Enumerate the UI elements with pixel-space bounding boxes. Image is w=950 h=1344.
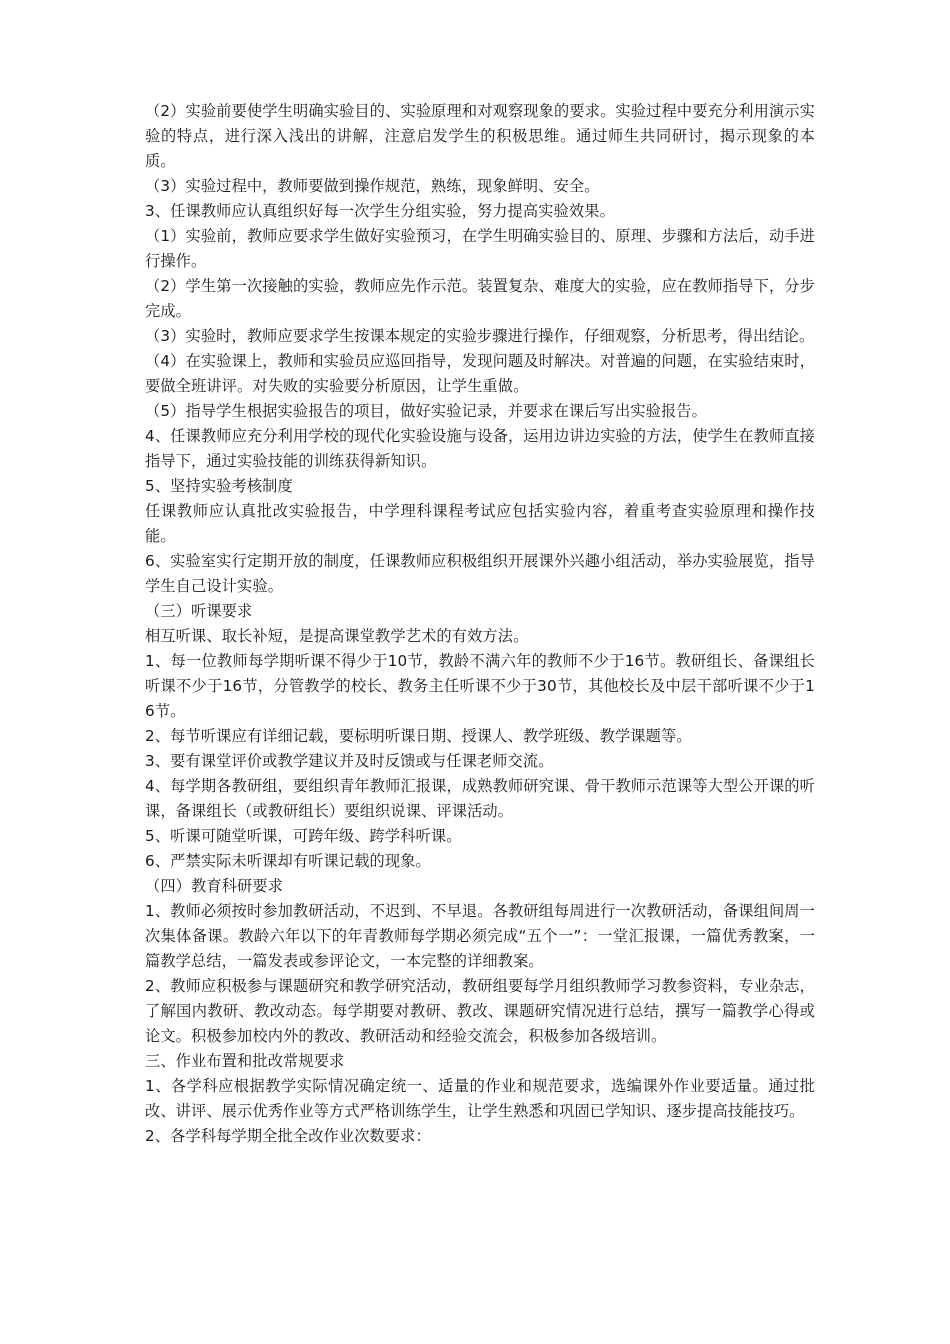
paragraph: 2、每节听课应有详细记载，要标明听课日期、授课人、教学班级、教学课题等。 [145,727,692,745]
section-heading: 5、坚持实验考核制度 [145,477,293,495]
paragraph: 3、要有课堂评价或教学建议并及时反馈或与任课老师交流。 [145,752,554,770]
section-heading: （三）听课要求 [145,602,253,620]
paragraph: 3、任课教师应认真组织好每一次学生分组实验，努力提高实验效果。 [145,202,615,220]
paragraph: 2、各学科每学期全批全改作业次数要求： [145,1127,431,1145]
paragraph: 4、任课教师应充分利用学校的现代化实验设施与设备，运用边讲边实验的方法，使学生在教师直接指导下，通过实验技能的训练获得新知识。 [145,427,815,470]
paragraph: 相互听课、取长补短，是提高课堂教学艺术的有效方法。 [145,627,529,645]
document-body [145,99,815,1149]
paragraph: （3）实验时，教师应要求学生按课本规定的实验步骤进行操作，仔细观察，分析思考，得出结论。 [145,327,815,345]
paragraph: 4、每学期各教研组，要组织青年教师汇报课，成熟教师研究课、骨干教师示范课等大型公开课的听课，备课组长（或教研组长）要组织说课、评课活动。 [145,777,815,820]
paragraph: （1）实验前，教师应要求学生做好实验预习，在学生明确实验目的、原理、步骤和方法后，动手进行操作。 [145,227,815,270]
section-heading: （四）教育科研要求 [145,877,284,895]
paragraph: 1、各学科应根据教学实际情况确定统一、适量的作业和规范要求，选编课外作业要适量。通过批改、讲评、展示优秀作业等方式严格训练学生，让学生熟悉和巩固已学知识、逐步提高技能技巧。 [145,1077,815,1120]
paragraph: （3）实验过程中，教师要做到操作规范，熟练，现象鲜明、安全。 [145,177,600,195]
paragraph: （2）学生第一次接触的实验，教师应先作示范。装置复杂、难度大的实验，应在教师指导下，分步完成。 [145,277,815,320]
paragraph: 2、教师应积极参与课题研究和教学研究活动，教研组要每学月组织教师学习教参资料，专业杂志，了解国内教研、教改动态。每学期要对教研、教改、课题研究情况进行总结，撰写一篇教学心得或论文。积极参加校内外的教改、教研活动和经验交流会，积极参加各级培训。 [145,977,815,1045]
paragraph: 任课教师应认真批改实验报告，中学理科课程考试应包括实验内容，着重考查实验原理和操作技能。 [145,502,815,545]
paragraph: 1、教师必须按时参加教研活动，不迟到、不早退。各教研组每周进行一次教研活动，备课组间周一次集体备课。教龄六年以下的年青教师每学期必须完成“五个一”：一堂汇报课，一篇优秀教案，一篇教学总结，一篇发表或参评论文，一本完整的详细教案。 [145,902,815,970]
paragraph: （5）指导学生根据实验报告的项目，做好实验记录，并要求在课后写出实验报告。 [145,402,707,420]
paragraph: 5、听课可随堂听课，可跨年级、跨学科听课。 [145,827,462,845]
paragraph: 1、每一位教师每学期听课不得少于10节，教龄不满六年的教师不少于16节。教研组长、备课组长听课不少于16节，分管教学的校长、教务主任听课不少于30节，其他校长及中层干部听课不少于16节。 [145,652,815,720]
paragraph: 6、实验室实行定期开放的制度，任课教师应积极组织开展课外兴趣小组活动，举办实验展览，指导学生自己设计实验。 [145,552,815,595]
paragraph: （2）实验前要使学生明确实验目的、实验原理和对观察现象的要求。实验过程中要充分利用演示实验的特点，进行深入浅出的讲解，注意启发学生的积极思维。通过师生共同研讨，揭示现象的本质。 [145,102,815,170]
section-heading: 三、作业布置和批改常规要求 [145,1052,345,1070]
paragraph: （4）在实验课上，教师和实验员应巡回指导，发现问题及时解决。对普遍的问题，在实验结束时，要做全班讲评。对失败的实验要分析原因，让学生重做。 [145,352,815,395]
paragraph: 6、严禁实际未听课却有听课记载的现象。 [145,852,431,870]
